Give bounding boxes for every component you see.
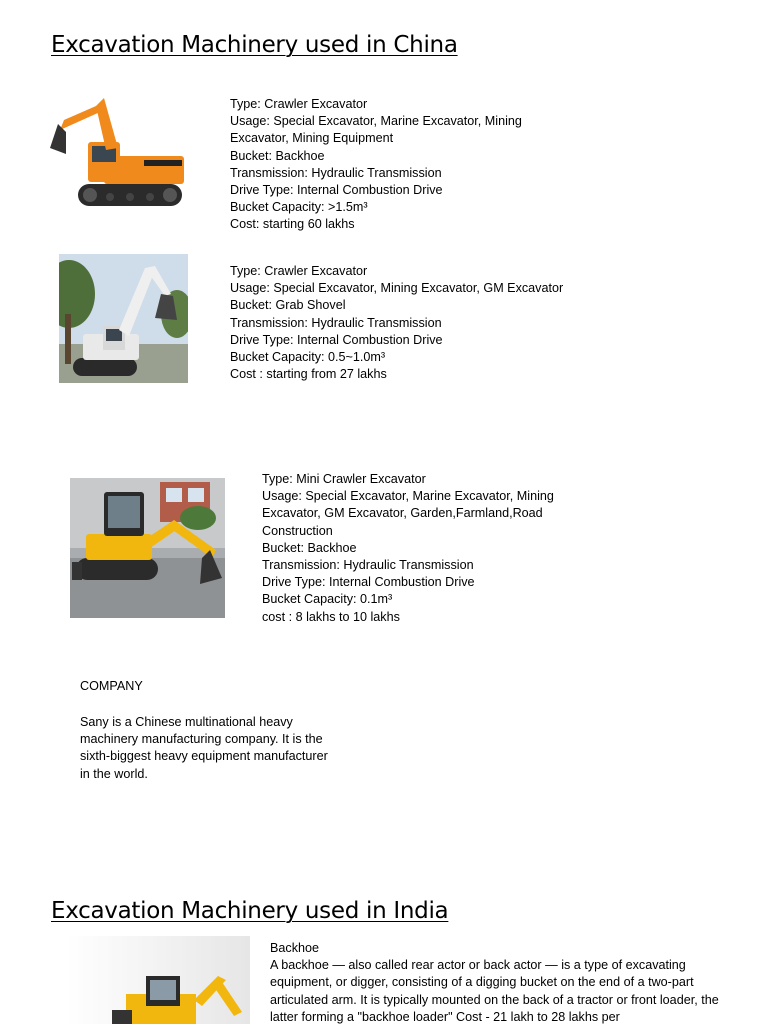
- china-section-heading: Excavation Machinery used in China: [51, 32, 458, 58]
- machine-3-spec-line: Bucket Capacity: 0.1m³: [262, 592, 393, 607]
- orange-crawler-excavator-image: [44, 86, 189, 212]
- backhoe-description: A backhoe — also called rear actor or back actor — is a type of excavating equipment, or digger, consisting of a digging bucket on the end of a two-part articulated arm. It is typically mounted on the back of a tractor or front loader, the latter forming a "backhoe loader" Cost - 21 lakh to 28 lakhs per: [270, 958, 719, 1024]
- backhoe-description-block: [270, 940, 740, 1026]
- machine-3-specs: [262, 471, 554, 626]
- company-description: Sany is a Chinese multinational heavy machinery manufacturing company. It is the sixth-biggest heavy equipment manufacturer in the world.: [80, 715, 328, 781]
- white-crawler-excavator-image: [59, 254, 188, 383]
- machine-1-spec-line: Cost: starting 60 lakhs: [230, 217, 355, 232]
- machine-3-spec-line: Transmission: Hydraulic Transmission: [262, 558, 474, 573]
- machine-2-spec-line: Transmission: Hydraulic Transmission: [230, 315, 442, 330]
- machine-1-spec-line: Bucket Capacity: >1.5m³: [230, 200, 368, 215]
- machine-1-spec-line: Excavator, Mining Equipment: [230, 131, 394, 146]
- machine-3-spec-line: Excavator, GM Excavator, Garden,Farmland,Road: [262, 506, 543, 521]
- machine-2-spec-line: Usage: Special Excavator, Mining Excavator, GM Excavator: [230, 281, 564, 296]
- machine-2-spec-line: Cost : starting from 27 lakhs: [230, 367, 387, 382]
- machine-3-spec-line: Type: Mini Crawler Excavator: [262, 472, 426, 486]
- machine-2-spec-line: Drive Type: Internal Combustion Drive: [230, 332, 443, 347]
- india-section-heading: Excavation Machinery used in India: [51, 898, 449, 924]
- machine-1-spec-line: Transmission: Hydraulic Transmission: [230, 165, 442, 180]
- machine-2-spec-line: Bucket Capacity: 0.5~1.0m³: [230, 350, 386, 365]
- machine-3-spec-line: Usage: Special Excavator, Marine Excavator, Mining: [262, 489, 554, 504]
- machine-3-spec-line: cost : 8 lakhs to 10 lakhs: [262, 609, 400, 624]
- backhoe-title: Backhoe: [270, 941, 320, 955]
- machine-2-specs: [230, 263, 563, 383]
- company-label: COMPANY: [80, 679, 143, 693]
- yellow-mini-crawler-excavator-image: [70, 478, 225, 618]
- machine-2-spec-line: Type: Crawler Excavator: [230, 264, 368, 278]
- machine-3-spec-line: Construction: [262, 523, 333, 538]
- machine-2-spec-line: Bucket: Grab Shovel: [230, 298, 346, 313]
- machine-1-spec-line: Drive Type: Internal Combustion Drive: [230, 183, 443, 198]
- machine-1-specs: [230, 96, 522, 234]
- machine-1-spec-line: Type: Crawler Excavator: [230, 97, 368, 111]
- machine-3-spec-line: Bucket: Backhoe: [262, 540, 357, 555]
- machine-1-spec-line: Bucket: Backhoe: [230, 148, 325, 163]
- machine-1-spec-line: Usage: Special Excavator, Marine Excavator, Mining: [230, 114, 522, 129]
- yellow-backhoe-loader-image: [66, 936, 250, 1024]
- machine-3-spec-line: Drive Type: Internal Combustion Drive: [262, 575, 475, 590]
